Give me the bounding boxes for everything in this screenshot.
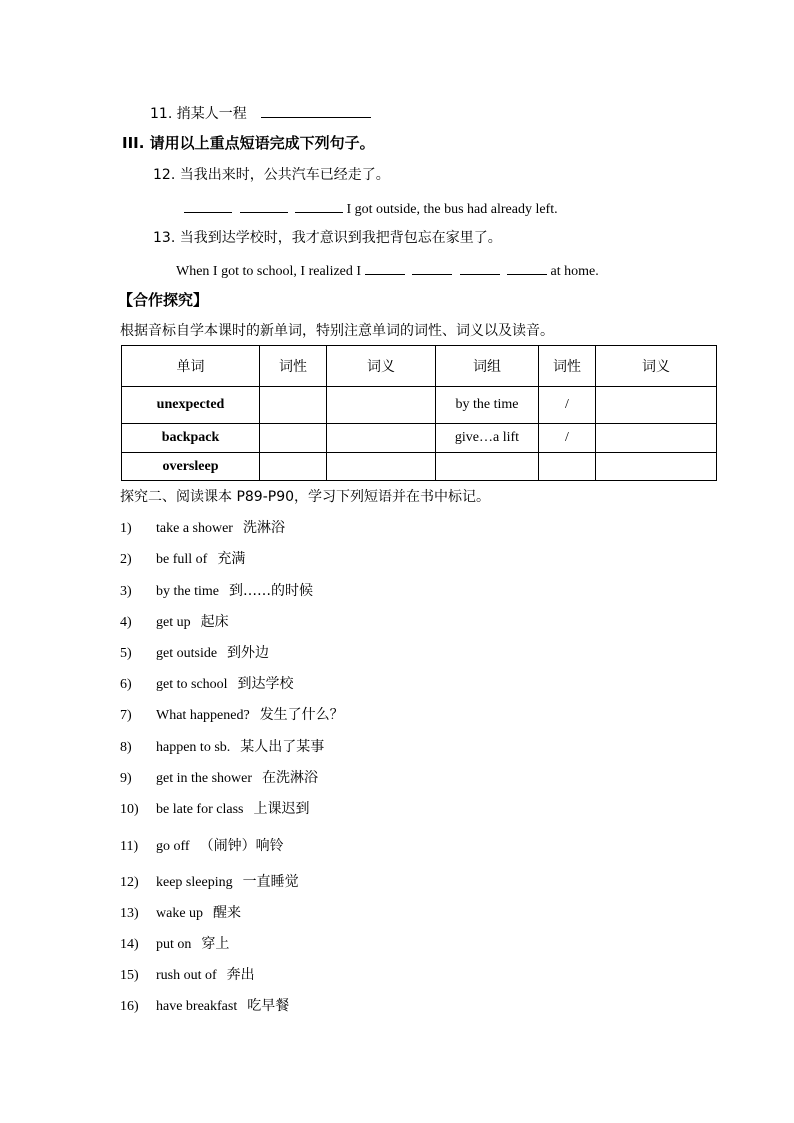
table-header-cell: 词义	[596, 346, 717, 387]
question-13-answer	[176, 260, 599, 281]
word-cell: oversleep	[122, 453, 260, 481]
list-item-number: 16)	[120, 999, 139, 1014]
phrase-meaning-cell[interactable]	[596, 387, 717, 424]
question-12-answer	[184, 198, 558, 219]
list-item-number: 3)	[120, 584, 132, 599]
phrase-pos-cell	[539, 453, 596, 481]
phrase-chinese: 充满	[217, 551, 246, 567]
meaning-cell[interactable]	[327, 453, 436, 481]
cooperation-heading: 【合作探究】	[118, 291, 209, 309]
word-cell: unexpected	[122, 387, 260, 424]
table-row	[122, 424, 717, 453]
list-item	[120, 904, 241, 923]
list-item	[120, 966, 255, 985]
list-item	[120, 738, 324, 757]
phrase-meaning-cell[interactable]	[596, 424, 717, 453]
list-item	[120, 519, 285, 538]
answer-blank[interactable]	[460, 260, 500, 275]
phrase-chinese: 到外边	[227, 645, 270, 661]
list-item	[120, 997, 289, 1016]
phrase-cell	[436, 453, 539, 481]
phrase-pos-cell: /	[539, 387, 596, 424]
phrase-english: take a shower	[156, 521, 233, 536]
list-item-number: 8)	[120, 740, 132, 755]
phrase-english: have breakfast	[156, 999, 238, 1014]
phrase-chinese: 上课迟到	[253, 801, 310, 817]
phrase-english: be full of	[156, 552, 208, 567]
section-3-heading: III. 请用以上重点短语完成下列句子。	[122, 134, 375, 152]
phrase-chinese: 一直睡觉	[242, 874, 299, 890]
list-item	[120, 935, 229, 954]
table-header-cell: 词性	[539, 346, 596, 387]
list-item-number: 2)	[120, 552, 132, 567]
answer-blank[interactable]	[184, 198, 232, 213]
phrase-english: get outside	[156, 646, 218, 661]
list-item	[120, 644, 269, 663]
phrase-english: put on	[156, 937, 192, 952]
table-header-cell: 单词	[122, 346, 260, 387]
phrase-english: get to school	[156, 677, 228, 692]
phrase-english: What happened?	[156, 708, 250, 723]
phrase-english: be late for class	[156, 802, 244, 817]
cooperation-instruction: 根据音标自学本课时的新单词，特别注意单词的词性、词义以及读音。	[120, 323, 554, 339]
question-13-answer-tail: at home.	[550, 264, 599, 279]
question-12-prompt: 12. 当我出来时，公共汽车已经走了。	[153, 167, 390, 183]
table-header-cell: 词组	[436, 346, 539, 387]
list-item	[120, 873, 299, 892]
phrase-english: get in the shower	[156, 771, 253, 786]
pos-cell[interactable]	[260, 453, 327, 481]
list-item	[120, 800, 309, 819]
phrase-cell: by the time	[436, 387, 539, 424]
question-13-prompt: 13. 当我到达学校时，我才意识到我把背包忘在家里了。	[153, 230, 502, 246]
vocab-table	[121, 345, 717, 481]
phrase-chinese: 奔出	[226, 967, 255, 983]
word-cell: backpack	[122, 424, 260, 453]
phrase-cell: give…a lift	[436, 424, 539, 453]
list-item	[120, 706, 344, 725]
phrase-meaning-cell[interactable]	[596, 453, 717, 481]
phrase-pos-cell: /	[539, 424, 596, 453]
list-item-number: 1)	[120, 521, 132, 536]
list-item	[120, 837, 284, 856]
list-item	[120, 613, 229, 632]
table-header-row	[122, 346, 717, 387]
phrase-chinese: 某人出了某事	[240, 739, 325, 755]
phrase-chinese: 吃早餐	[247, 998, 290, 1014]
phrase-chinese: 醒来	[213, 905, 242, 921]
phrase-chinese: 到达学校	[237, 676, 294, 692]
question-12-answer-tail: I got outside, the bus had already left.	[346, 202, 558, 217]
list-item	[120, 582, 313, 601]
phrase-english: wake up	[156, 906, 204, 921]
answer-blank[interactable]	[412, 260, 452, 275]
list-item-number: 15)	[120, 968, 139, 983]
question-11	[150, 103, 371, 123]
answer-blank[interactable]	[295, 198, 343, 213]
phrase-chinese: 发生了什么？	[259, 707, 344, 723]
phrase-chinese: 起床	[200, 614, 229, 630]
phrase-chinese: 在洗淋浴	[262, 770, 319, 786]
table-header-cell: 词性	[260, 346, 327, 387]
list-item	[120, 675, 294, 694]
list-item-number: 4)	[120, 615, 132, 630]
answer-blank[interactable]	[240, 198, 288, 213]
phrase-chinese: （闹钟）响铃	[199, 838, 284, 854]
explore-2-heading: 探究二、阅读课本 P89-P90，学习下列短语并在书中标记。	[120, 489, 491, 505]
list-item-number: 9)	[120, 771, 132, 786]
phrase-chinese: 洗淋浴	[242, 520, 285, 536]
phrase-english: keep sleeping	[156, 875, 233, 890]
list-item	[120, 550, 245, 569]
phrase-chinese: 穿上	[201, 936, 230, 952]
list-item-number: 7)	[120, 708, 132, 723]
phrase-english: get up	[156, 615, 191, 630]
list-item-number: 5)	[120, 646, 132, 661]
meaning-cell[interactable]	[327, 387, 436, 424]
phrase-english: go off	[156, 839, 190, 854]
list-item-number: 12)	[120, 875, 139, 890]
answer-blank[interactable]	[365, 260, 405, 275]
list-item-number: 11)	[120, 839, 139, 854]
list-item-number: 10)	[120, 802, 139, 817]
pos-cell[interactable]	[260, 387, 327, 424]
phrase-english: happen to sb.	[156, 740, 231, 755]
list-item	[120, 769, 318, 788]
pos-cell[interactable]	[260, 424, 327, 453]
phrase-english: rush out of	[156, 968, 217, 983]
list-item-number: 6)	[120, 677, 132, 692]
list-item-number: 14)	[120, 937, 139, 952]
question-13-answer-head: When I got to school, I realized I	[176, 264, 362, 279]
list-item-number: 13)	[120, 906, 139, 921]
table-row	[122, 387, 717, 424]
meaning-cell[interactable]	[327, 424, 436, 453]
question-11-text: 11. 捎某人一程	[150, 106, 247, 122]
answer-blank[interactable]	[507, 260, 547, 275]
phrase-chinese: 到……的时候	[229, 583, 313, 599]
phrase-english: by the time	[156, 584, 219, 599]
table-header-cell: 词义	[327, 346, 436, 387]
answer-blank[interactable]	[261, 103, 371, 118]
table-row	[122, 453, 717, 481]
